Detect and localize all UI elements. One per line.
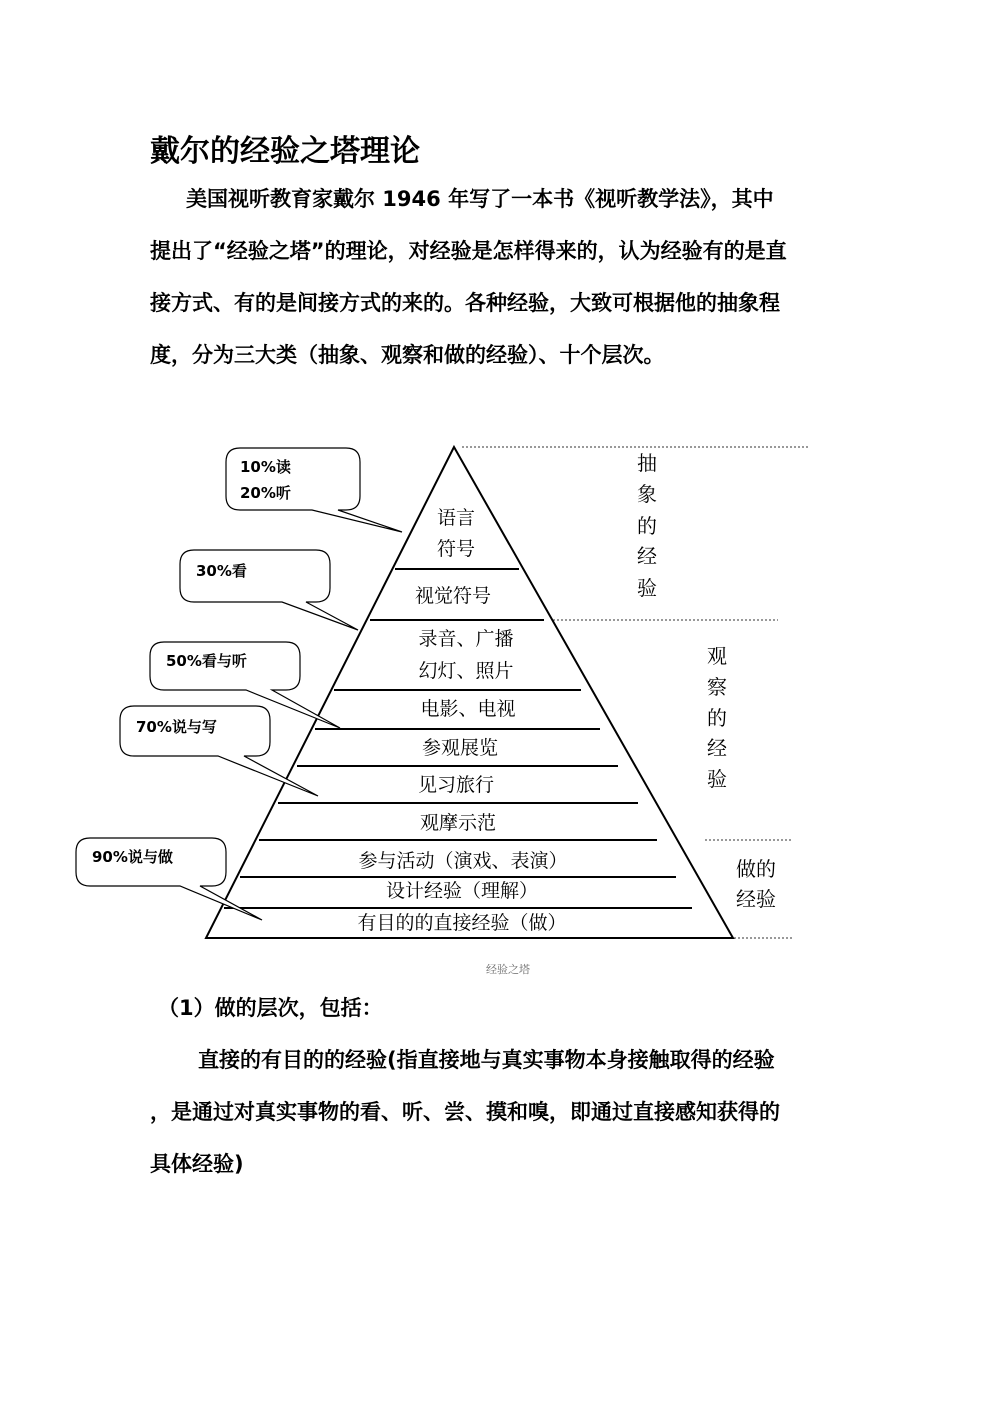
level-label: 观摩示范 xyxy=(419,812,497,834)
cone-of-experience-diagram xyxy=(0,430,993,960)
intro-paragraph xyxy=(150,173,870,381)
category-abstract-char: 验 xyxy=(637,576,657,600)
level-label: 语言 xyxy=(436,507,476,529)
section-heading: （1）做的层次，包括： xyxy=(158,996,383,1020)
level-label: 符号 xyxy=(436,538,476,560)
body-line: 直接的有目的的经验(指直接地与真实事物本身接触取得的经验 xyxy=(198,1048,775,1072)
body-line: 具体经验) xyxy=(150,1152,244,1176)
level-label: 设计经验（理解） xyxy=(385,880,539,902)
category-observe-char: 观 xyxy=(707,644,727,668)
category-abstract-char: 象 xyxy=(637,482,657,506)
intro-line: 度，分为三大类（抽象、观察和做的经验）、十个层次。 xyxy=(150,343,665,367)
callout-text: 30%看 xyxy=(196,562,247,580)
body-line: ，是通过对真实事物的看、听、尝、摸和嗅，即通过直接感知获得的 xyxy=(150,1100,780,1124)
level-label: 录音、广播 xyxy=(418,628,514,650)
category-observe-char: 验 xyxy=(707,767,727,791)
callout-text: 10%读 xyxy=(240,458,291,476)
level-label: 参与活动（演戏、表演） xyxy=(358,850,568,872)
callout-text: 90%说与做 xyxy=(92,848,173,866)
level-label: 电影、电视 xyxy=(420,698,516,720)
category-abstract-char: 经 xyxy=(637,544,657,568)
category-observe-char: 经 xyxy=(707,736,727,760)
level-label: 有目的的直接经验（做） xyxy=(357,912,567,934)
callout-text: 20%听 xyxy=(240,484,291,502)
category-abstract-char: 的 xyxy=(637,514,657,538)
category-observe-char: 的 xyxy=(707,706,727,730)
callout-text: 70%说与写 xyxy=(136,718,217,736)
level-label: 视觉符号 xyxy=(414,585,492,607)
level-label: 幻灯、照片 xyxy=(418,660,514,682)
category-abstract-char: 抽 xyxy=(637,451,657,475)
body-paragraph xyxy=(150,1034,870,1190)
category-observe-char: 察 xyxy=(707,675,727,699)
callout-text: 50%看与听 xyxy=(166,652,247,670)
category-doing-label: 做的 xyxy=(736,857,776,881)
intro-line: 美国视听教育家戴尔 1946 年写了一本书《视听教学法》，其中 xyxy=(186,187,774,211)
level-label: 参观展览 xyxy=(421,737,499,759)
intro-line: 提出了“经验之塔”的理论，对经验是怎样得来的，认为经验有的是直 xyxy=(150,239,787,263)
figure-caption: 经验之塔 xyxy=(486,963,530,976)
category-doing-label: 经验 xyxy=(736,887,776,911)
page-title: 戴尔的经验之塔理论 xyxy=(150,134,420,169)
intro-line: 接方式、有的是间接方式的来的。各种经验，大致可根据他的抽象程 xyxy=(150,291,780,315)
level-label: 见习旅行 xyxy=(417,774,495,796)
